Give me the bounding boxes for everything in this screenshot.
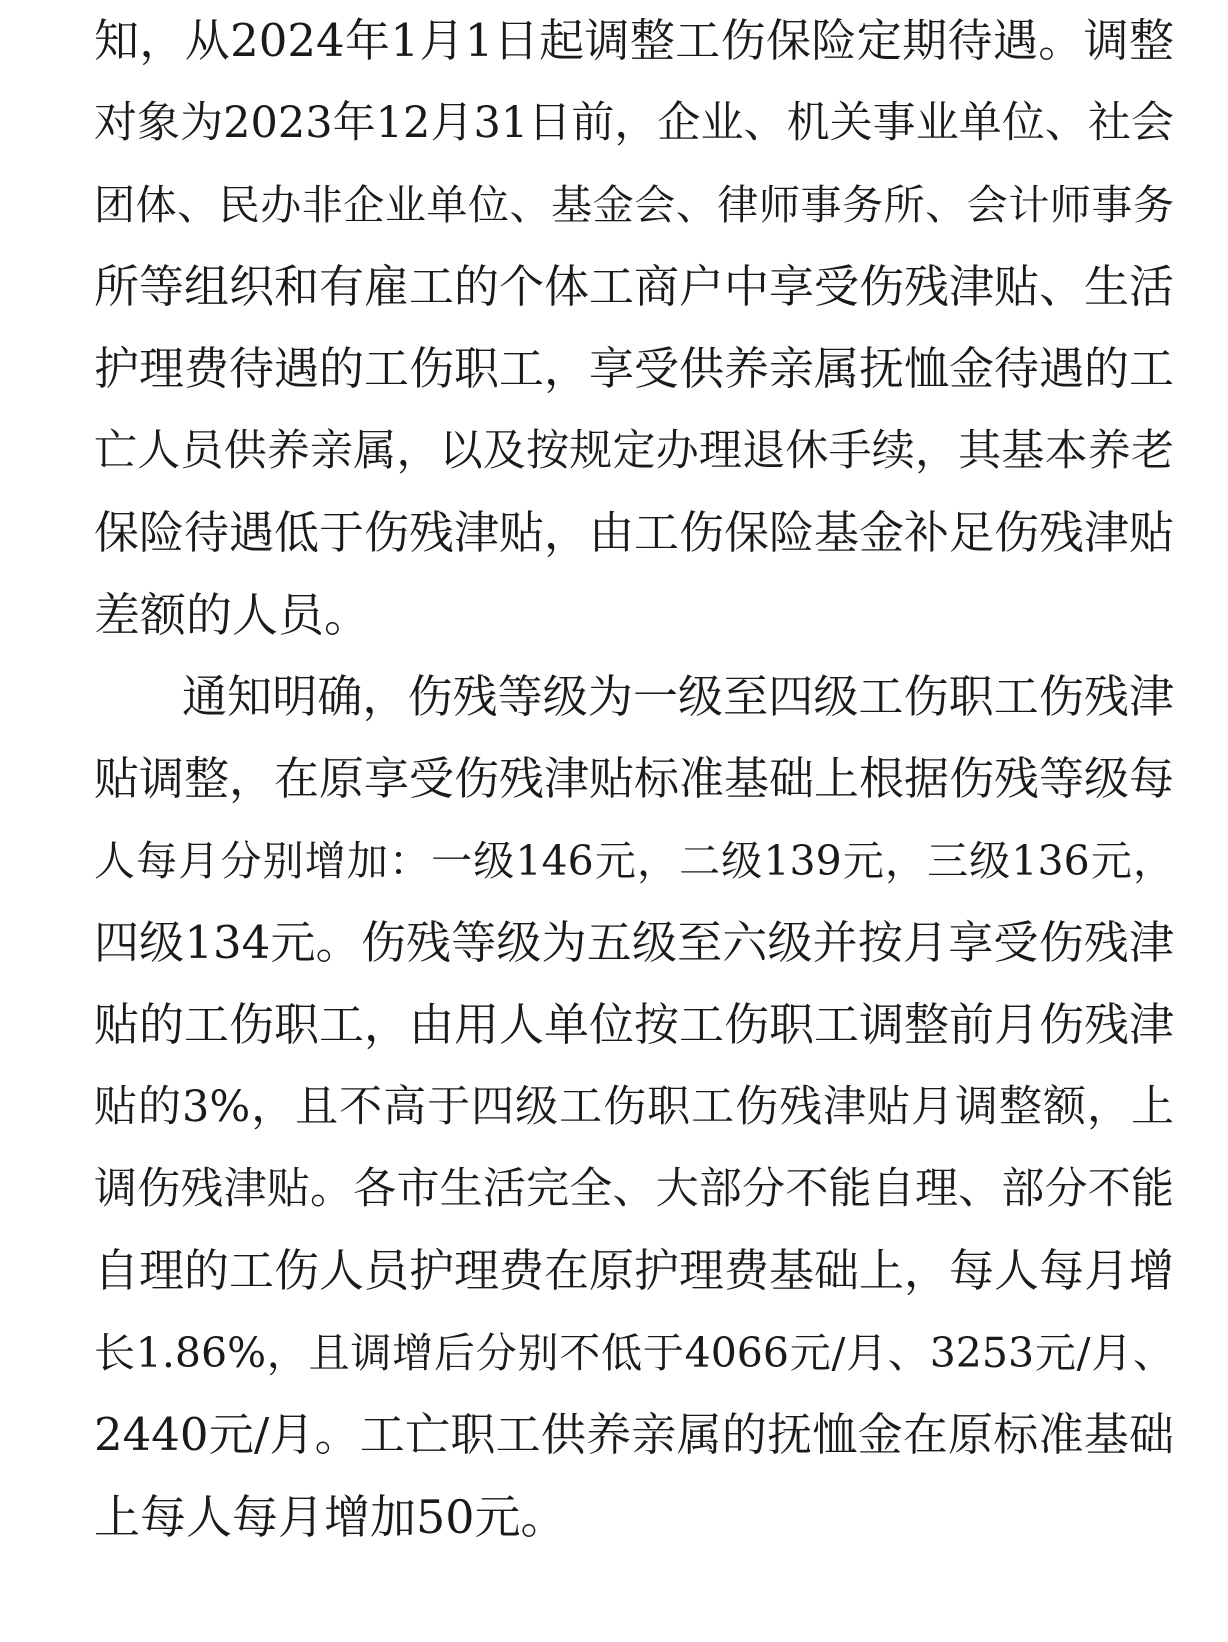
text-line: 调伤残津贴。各市生活完全、大部分不能自理、部分不能	[94, 1164, 1174, 1214]
text-line: 通知明确，伤残等级为一级至四级工伤职工伤残津	[182, 670, 1174, 723]
text-line: 亡人员供养亲属，以及按规定办理退休手续，其基本养老	[94, 426, 1174, 476]
text-line: 上每人每月增加50元。	[94, 1490, 567, 1544]
text-line: 贴调整，在原享受伤残津贴标准基础上根据伤残等级每	[94, 752, 1175, 805]
text-line: 长1.86%，且调增后分别不低于4066元/月、3253元/月、	[94, 1329, 1174, 1377]
text-line: 团体、民办非企业单位、基金会、律师事务所、会计师事务	[94, 181, 1174, 229]
text-line: 自理的工伤人员护理费在原护理费基础上，每人每月增	[94, 1244, 1175, 1297]
text-line: 贴的工伤职工，由用人单位按工伤职工调整前月伤残津	[94, 998, 1175, 1051]
text-line: 对象为2023年12月31日前，企业、机关事业单位、社会	[94, 98, 1174, 148]
text-line: 所等组织和有雇工的个体工商户中享受伤残津贴、生活	[94, 260, 1175, 313]
text-line: 保险待遇低于伤残津贴，由工伤保险基金补足伤残津贴	[94, 506, 1175, 559]
text-line: 四级134元。伤残等级为五级至六级并按月享受伤残津	[94, 916, 1174, 969]
text-line: 2440元/月。工亡职工供养亲属的抚恤金在原标准基础	[94, 1408, 1174, 1461]
text-line: 知，从2024年1月1日起调整工伤保险定期待遇。调整	[94, 14, 1174, 67]
text-line: 护理费待遇的工伤职工，享受供养亲属抚恤金待遇的工	[94, 342, 1175, 395]
text-line: 差额的人员。	[94, 588, 370, 642]
text-line: 人每月分别增加：一级146元，二级139元，三级136元，	[94, 837, 1174, 885]
text-line: 贴的3%，且不高于四级工伤职工伤残津贴月调整额，上	[94, 1082, 1174, 1132]
